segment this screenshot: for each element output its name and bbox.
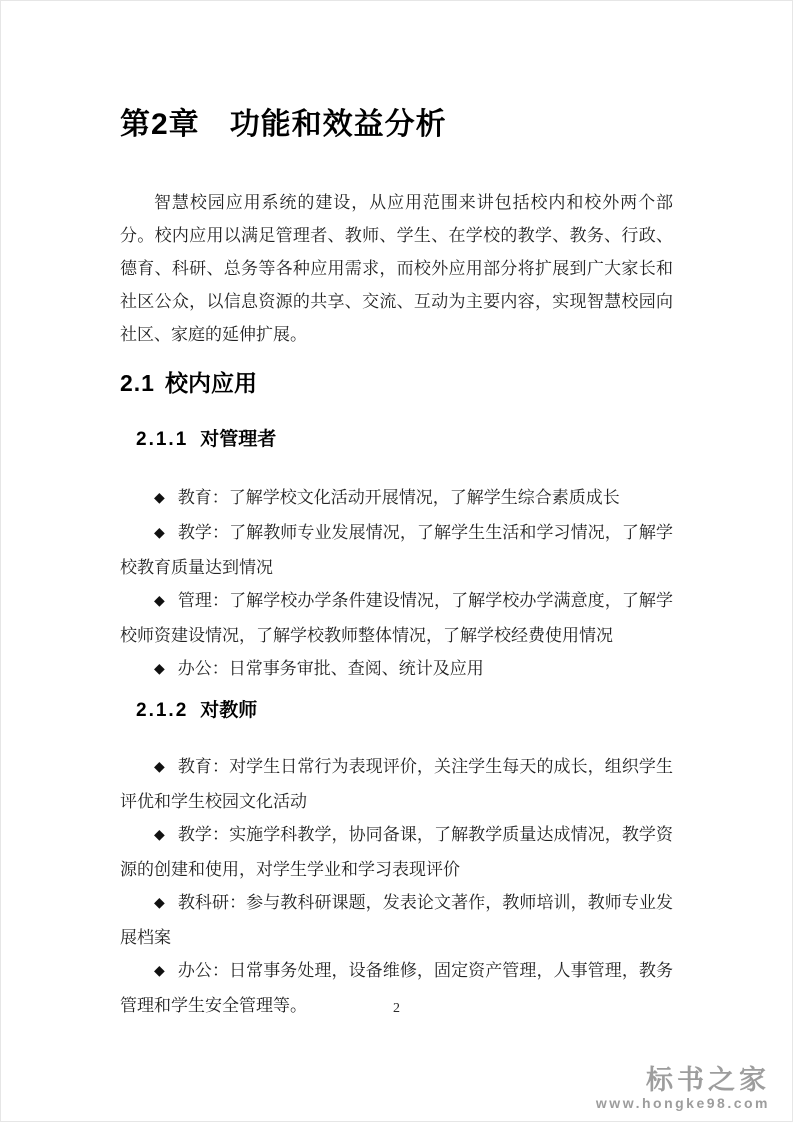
bullet-text: 办公：日常事务处理，设备维修，固定资产管理，人事管理，教务管理和学生安全管理等。 bbox=[120, 961, 673, 1015]
bullet-diamond-icon: ◆ bbox=[154, 896, 165, 911]
watermark bbox=[596, 1065, 770, 1112]
intro-paragraph: 智慧校园应用系统的建设，从应用范围来讲包括校内和校外两个部分。校内应用以满足管理者、教师、学生、在学校的教学、教务、行政、德育、科研、总务等各种应用需求，而校外应用部分将扩展到广大家长和社区公众，以信息资源的共享、交流、互动为主要内容，实现智慧校园向社区、家庭的延伸扩展。 bbox=[120, 193, 673, 344]
bullet-text: 教学：了解教师专业发展情况，了解学生生活和学习情况，了解学校教育质量达到情况 bbox=[120, 523, 673, 577]
watermark-url: www.hongke98.com bbox=[595, 1095, 770, 1111]
bullet-diamond-icon: ◆ bbox=[154, 964, 165, 979]
chapter-title bbox=[120, 106, 673, 144]
subsection-title-text: 对教师 bbox=[200, 700, 258, 721]
chapter-number: 第2章 bbox=[120, 108, 200, 141]
section-number: 2.1 bbox=[120, 370, 155, 396]
section-title-text: 校内应用 bbox=[164, 370, 257, 396]
subsection-number: 2.1.2 bbox=[136, 700, 189, 721]
subsection-number: 2.1.1 bbox=[136, 429, 189, 450]
bullet-item bbox=[120, 652, 673, 687]
bullet-item bbox=[120, 818, 673, 886]
subsection-title-2-1-2 bbox=[136, 698, 673, 723]
bullet-diamond-icon: ◆ bbox=[154, 526, 165, 541]
bullet-list-managers bbox=[120, 481, 673, 687]
bullet-item bbox=[120, 516, 673, 584]
watermark-brand: 标书之家 bbox=[646, 1065, 770, 1095]
bullet-text: 管理：了解学校办学条件建设情况，了解学校办学满意度，了解学校师资建设情况，了解学校教师整体情况，了解学校经费使用情况 bbox=[120, 591, 673, 645]
subsection-title-2-1-1 bbox=[136, 427, 673, 452]
bullet-diamond-icon: ◆ bbox=[154, 828, 165, 843]
bullet-text: 教育：了解学校文化活动开展情况，了解学生综合素质成长 bbox=[177, 488, 620, 507]
bullet-text: 教科研：参与教科研课题，发表论文著作，教师培训，教师专业发展档案 bbox=[120, 893, 673, 947]
bullet-item bbox=[120, 886, 673, 954]
bullet-diamond-icon: ◆ bbox=[154, 662, 165, 677]
bullet-text: 教学：实施学科教学，协同备课，了解教学质量达成情况，教学资源的创建和使用，对学生学业和学习表现评价 bbox=[120, 825, 673, 879]
bullet-diamond-icon: ◆ bbox=[154, 594, 165, 609]
page-content bbox=[120, 0, 673, 1022]
bullet-item bbox=[120, 584, 673, 652]
bullet-diamond-icon: ◆ bbox=[154, 760, 165, 775]
chapter-title-text: 功能和效益分析 bbox=[229, 108, 447, 141]
bullet-item bbox=[120, 481, 673, 516]
bullet-text: 教育：对学生日常行为表现评价，关注学生每天的成长，组织学生评优和学生校园文化活动 bbox=[120, 757, 673, 811]
page-number: 2 bbox=[393, 1001, 400, 1016]
bullet-item bbox=[120, 750, 673, 818]
bullet-diamond-icon: ◆ bbox=[154, 491, 165, 506]
subsection-title-text: 对管理者 bbox=[200, 429, 277, 450]
bullet-text: 办公：日常事务审批、查阅、统计及应用 bbox=[177, 659, 484, 678]
bullet-list-teachers bbox=[120, 750, 673, 1022]
section-title-2-1 bbox=[120, 368, 673, 398]
